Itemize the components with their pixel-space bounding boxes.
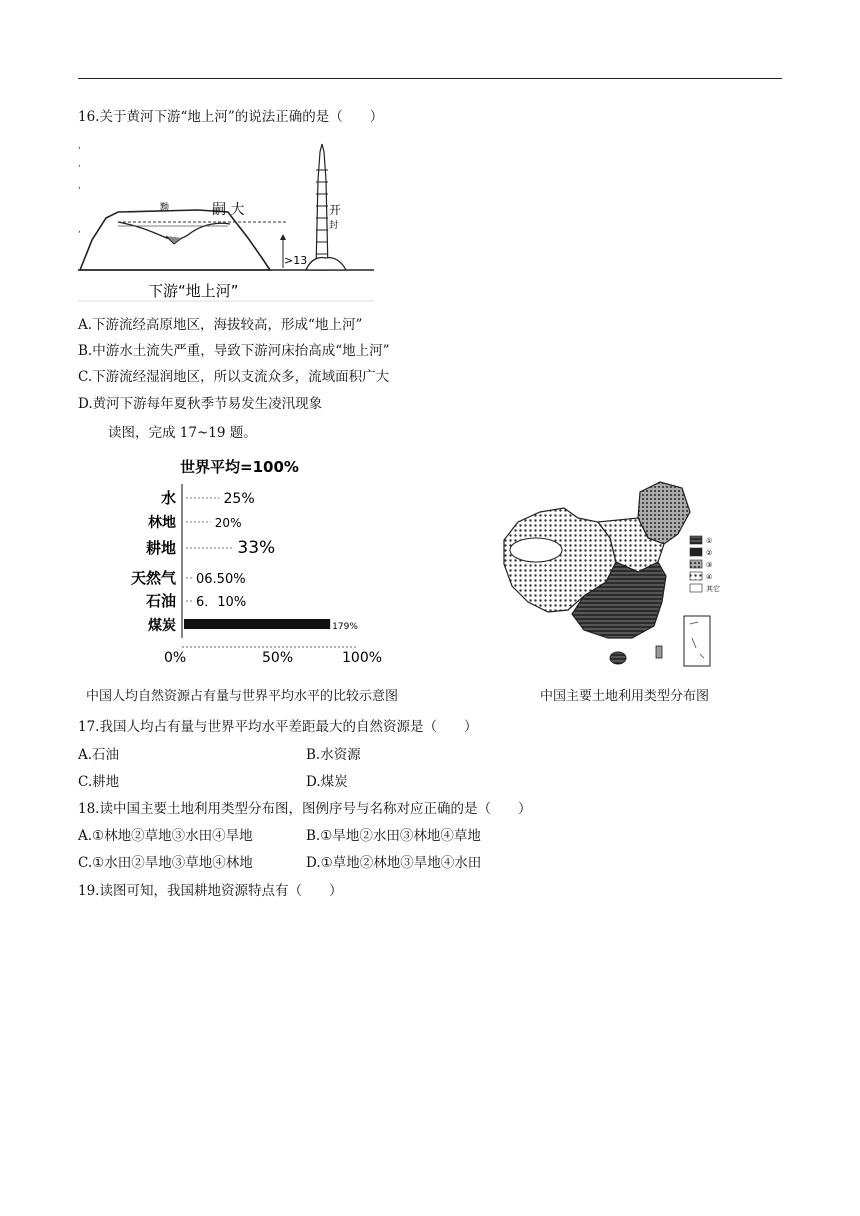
x-tick-50: 50% bbox=[262, 650, 294, 666]
q17-stem: 17.我国人均占有量与世界平均水平差距最大的自然资源是（ ） bbox=[78, 719, 478, 735]
q19-stem: 19.读图可知，我国耕地资源特点有（ ） bbox=[78, 883, 343, 899]
legend-2: ② bbox=[706, 549, 713, 557]
x-tick-100: 100% bbox=[342, 650, 383, 666]
resource-bar-chart bbox=[124, 448, 392, 670]
tower-label: 开 bbox=[329, 203, 342, 217]
legend-4: ④ bbox=[706, 573, 713, 581]
bar-chart-caption: 中国人均自然资源占有量与世界平均水平的比较示意图 bbox=[86, 689, 399, 704]
height-label: >13 bbox=[284, 254, 308, 267]
river-mid-label: 嗣 大 bbox=[212, 202, 245, 218]
map-svg bbox=[498, 478, 744, 672]
svg-text:,: , bbox=[78, 159, 81, 169]
q17-option-c: C.耕地 bbox=[78, 774, 120, 790]
map-caption: 中国主要土地利用类型分布图 bbox=[540, 689, 710, 704]
q17-option-b: B.水资源 bbox=[306, 747, 361, 763]
legend-other: 其它 bbox=[706, 585, 720, 593]
bar-label: 煤炭 bbox=[148, 618, 176, 634]
q18-stem: 18.读中国主要土地利用类型分布图，图例序号与名称对应正确的是（ ） bbox=[78, 801, 532, 817]
header-rule bbox=[78, 78, 782, 79]
chart-title: 世界平均=100% bbox=[180, 458, 299, 476]
bar-label: 林地 bbox=[148, 515, 176, 531]
bar-value-label: 06.50% bbox=[196, 572, 246, 587]
bar-value-label: 179% bbox=[332, 622, 358, 632]
bar-value-label: 6．10% bbox=[196, 595, 247, 610]
q16-option-d: D.黄河下游每年夏秋季节易发生凌汛现象 bbox=[78, 396, 323, 412]
river-profile-diagram bbox=[78, 140, 374, 302]
q16-option-a: A.下游流经高原地区，海拔较高，形成“地上河” bbox=[78, 317, 363, 333]
legend-3: ③ bbox=[706, 561, 713, 569]
q16-figure bbox=[78, 140, 374, 302]
bar bbox=[184, 619, 330, 629]
bar-label: 天然气 bbox=[130, 569, 176, 587]
svg-text:,: , bbox=[78, 181, 81, 191]
figure-caption: 下游“地上河” bbox=[148, 282, 239, 300]
q17-option-a: A.石油 bbox=[78, 747, 120, 763]
svg-text:,: , bbox=[78, 225, 81, 235]
bar-value-label: 20% bbox=[214, 516, 242, 530]
q16-stem: 16.关于黄河下游“地上河”的说法正确的是（ ） bbox=[78, 109, 384, 125]
south-sea-inset bbox=[684, 616, 710, 666]
river-left-label: 黝 bbox=[160, 203, 170, 213]
bar-label: 水 bbox=[160, 489, 176, 507]
x-tick-0: 0% bbox=[164, 650, 187, 666]
bar-value-label: 25% bbox=[223, 491, 255, 507]
q16-option-c: C.下游流经湿润地区，所以支流众多，流域面积广大 bbox=[78, 369, 390, 385]
q18-option-d: D.①草地②林地③旱地④水田 bbox=[306, 855, 482, 871]
q18-option-a: A.①林地②草地③水田④旱地 bbox=[78, 828, 253, 844]
legend-1: ① bbox=[706, 537, 713, 545]
bar-value-label: 33% bbox=[237, 538, 276, 558]
intro-text: 读图，完成 17~19 题。 bbox=[108, 425, 257, 441]
q18-option-c: C.①水田②旱地③草地④林地 bbox=[78, 855, 253, 871]
bar-label: 耕地 bbox=[145, 539, 176, 557]
bar-chart-svg bbox=[124, 448, 392, 670]
q18-option-b: B.①旱地②水田③林地④草地 bbox=[306, 828, 481, 844]
q17-option-d: D.煤炭 bbox=[306, 774, 348, 790]
land-use-map bbox=[498, 478, 744, 672]
q16-option-b: B.中游水土流失严重，导致下游河床抬高成“地上河” bbox=[78, 343, 390, 359]
tower-sub-label: 封 bbox=[329, 221, 339, 231]
bar-label: 石油 bbox=[145, 592, 176, 610]
svg-text:,: , bbox=[78, 141, 81, 151]
